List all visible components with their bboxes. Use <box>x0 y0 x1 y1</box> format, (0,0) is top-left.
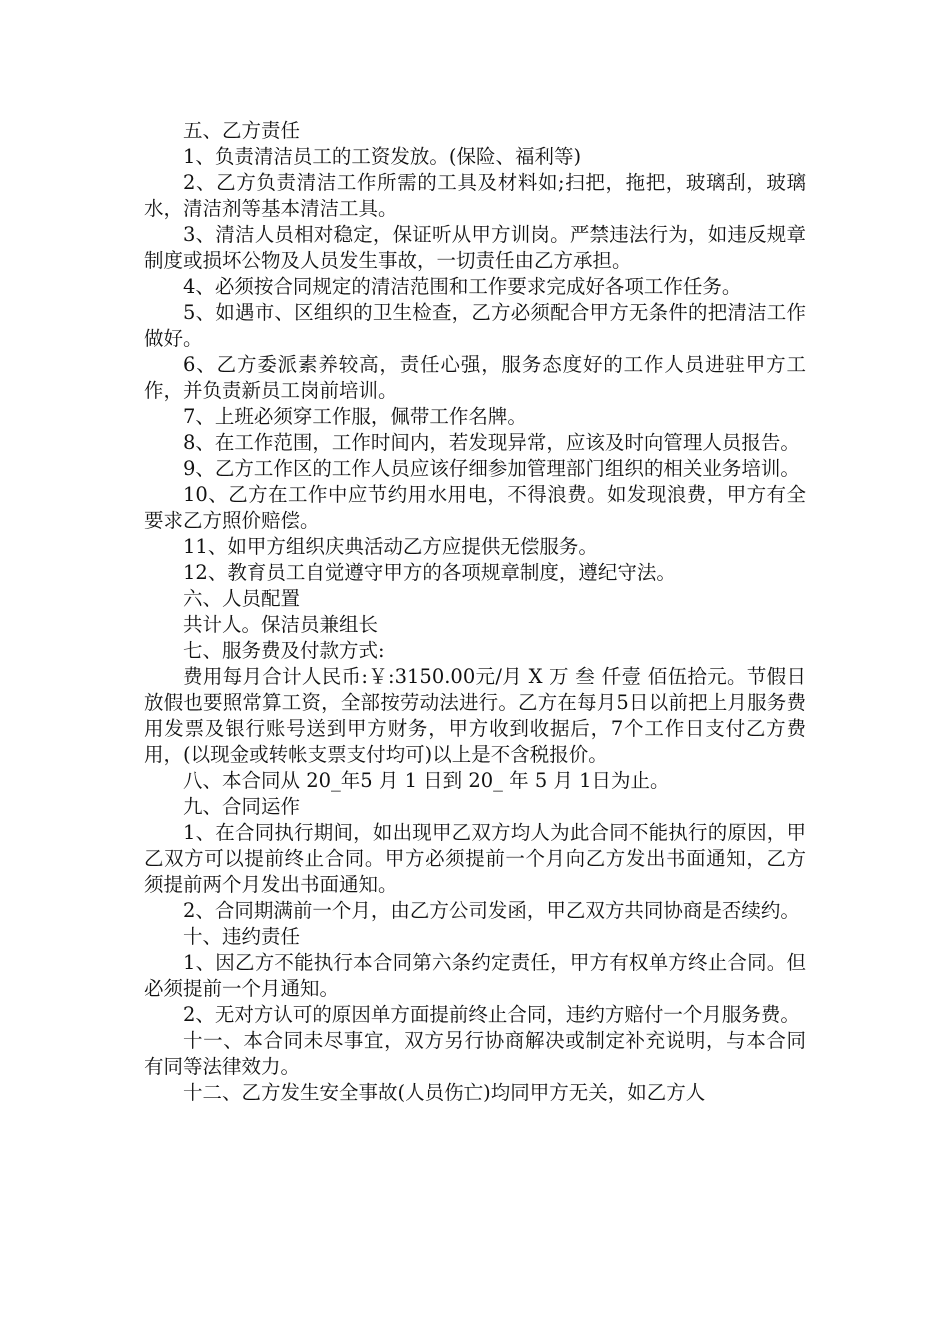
paragraph: 10、乙方在工作中应节约用水用电，不得浪费。如发现浪费，甲方有全要求乙方照价赔偿。 <box>144 483 806 532</box>
paragraph: 1、因乙方不能执行本合同第六条约定责任，甲方有权单方终止合同。但必须提前一个月通知。 <box>144 951 806 1000</box>
paragraph: 6、乙方委派素养较高，责任心强，服务态度好的工作人员进驻甲方工作，并负责新员工岗前培训。 <box>144 353 806 402</box>
paragraph: 8、在工作范围，工作时间内，若发现异常，应该及时向管理人员报告。 <box>183 431 800 454</box>
paragraph: 1、在合同执行期间，如出现甲乙双方均人为此合同不能执行的原因，甲乙双方可以提前终止合同。甲方必须提前一个月向乙方发出书面通知，乙方须提前两个月发出书面通知。 <box>144 821 806 896</box>
paragraph: 4、必须按合同规定的清洁范围和工作要求完成好各项工作任务。 <box>183 275 742 298</box>
paragraph: 十二、乙方发生安全事故(人员伤亡)均同甲方无关，如乙方人 <box>183 1081 706 1104</box>
paragraph: 5、如遇市、区组织的卫生检查，乙方必须配合甲方无条件的把清洁工作做好。 <box>144 301 806 350</box>
paragraph: 1、负责清洁员工的工资发放。(保险、福利等) <box>183 145 582 168</box>
section-heading-9: 九、合同运作 <box>183 795 301 818</box>
paragraph: 费用每月合计人民币:￥:3150.00元/月 X 万 叁 仟壹 佰伍拾元。节假日放假也要照常算工资，全部按劳动法进行。乙方在每月5日以前把上月服务费用发票及银行账号送到甲方财务，甲方收到收据后，7个工作日支付乙方费用，(以现金或转帐支票支付均可)以上是不含税报价。 <box>144 665 806 766</box>
paragraph: 11、如甲方组织庆典活动乙方应提供无偿服务。 <box>183 535 598 558</box>
paragraph: 2、合同期满前一个月，由乙方公司发函，甲乙双方共同协商是否续约。 <box>183 899 800 922</box>
paragraph: 八、本合同从 20_年5 月 1 日到 20_ 年 5 月 1日为止。 <box>183 769 670 792</box>
paragraph: 2、无对方认可的原因单方面提前终止合同，违约方赔付一个月服务费。 <box>183 1003 800 1026</box>
paragraph: 7、上班必须穿工作服，佩带工作名牌。 <box>183 405 527 428</box>
section-heading-6: 六、人员配置 <box>183 587 301 610</box>
paragraph: 共计人。保洁员兼组长 <box>183 613 379 636</box>
paragraph: 9、乙方工作区的工作人员应该仔细参加管理部门组织的相关业务培训。 <box>183 457 800 480</box>
document-page <box>144 118 806 1106</box>
section-heading-10: 十、违约责任 <box>183 925 301 948</box>
section-heading-5: 五、乙方责任 <box>183 119 301 142</box>
paragraph: 十一、本合同未尽事宜，双方另行协商解决或制定补充说明，与本合同有同等法律效力。 <box>144 1029 806 1078</box>
paragraph: 12、教育员工自觉遵守甲方的各项规章制度，遵纪守法。 <box>183 561 676 584</box>
paragraph: 2、乙方负责清洁工作所需的工具及材料如;扫把，拖把，玻璃刮，玻璃水，清洁剂等基本清洁工具。 <box>144 171 806 220</box>
section-heading-7: 七、服务费及付款方式: <box>183 639 385 662</box>
paragraph: 3、清洁人员相对稳定，保证听从甲方训岗。严禁违法行为，如违反规章制度或损坏公物及人员发生事故，一切责任由乙方承担。 <box>144 223 806 272</box>
